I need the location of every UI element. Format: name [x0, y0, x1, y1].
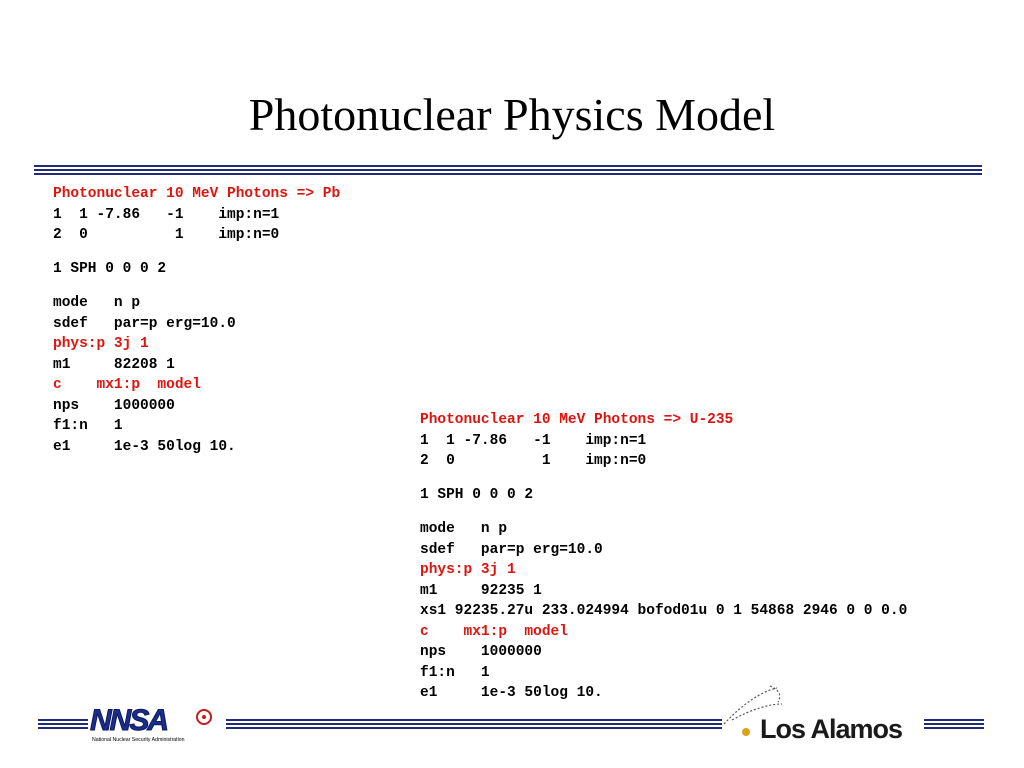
code-line: f1:n 1 — [53, 418, 123, 434]
los-alamos-dot-icon — [742, 728, 750, 736]
mcnp-input-u235 — [420, 410, 907, 704]
mcnp-input-pb — [53, 184, 340, 457]
code-line: xs1 92235.27u 233.024994 bofod01u 0 1 54868 2946 0 0 0.0 — [420, 603, 908, 619]
code-line: 1 SPH 0 0 0 2 — [53, 261, 167, 277]
bottom-mid-rule-1 — [226, 719, 722, 721]
code-line: 1 1 -7.86 -1 imp:n=1 — [53, 206, 280, 223]
bottom-mid-rule-3 — [226, 727, 722, 729]
bottom-right-rule-3 — [924, 727, 984, 729]
code-line: c mx1:p model — [420, 623, 568, 640]
slide-title: Photonuclear Physics Model — [248, 89, 776, 140]
top-rule-1 — [34, 165, 982, 167]
code-line: c mx1:p model — [53, 377, 201, 393]
code-line: f1:n 1 — [420, 664, 490, 681]
code-line: m1 82208 1 — [53, 356, 175, 373]
code-line: e1 1e-3 50log 10. — [420, 685, 603, 701]
nnsa-logo — [88, 704, 222, 744]
code-line: Photonuclear 10 MeV Photons => Pb — [53, 186, 341, 202]
blank-line — [420, 506, 907, 520]
blank-line — [53, 280, 340, 294]
bottom-left-rule-1 — [38, 719, 88, 721]
code-line: sdef par=p erg=10.0 — [53, 315, 236, 332]
bottom-right-rule-1 — [924, 719, 984, 721]
bottom-left-rule-2 — [38, 723, 88, 725]
code-line: nps 1000000 — [420, 644, 542, 660]
nnsa-logo-letters: NNSA — [90, 704, 168, 737]
code-line: mode n p — [420, 521, 508, 537]
bottom-mid-rule-2 — [226, 723, 722, 725]
code-line: 2 0 1 imp:n=0 — [53, 227, 280, 243]
code-line: phys:p 3j 1 — [53, 336, 149, 352]
nnsa-logo-graphic — [88, 704, 222, 744]
bottom-left-rule-3 — [38, 727, 88, 729]
code-line: mode n p — [53, 295, 141, 311]
blank-line — [420, 472, 907, 486]
code-line: Photonuclear 10 MeV Photons => U-235 — [420, 412, 734, 428]
blank-line — [53, 246, 340, 260]
top-rule-2 — [34, 169, 982, 171]
code-line: 1 SPH 0 0 0 2 — [420, 487, 534, 503]
code-line: sdef par=p erg=10.0 — [420, 541, 603, 558]
nnsa-subtext: National Nuclear Security Administration — [92, 737, 185, 743]
los-alamos-text: Los Alamos — [760, 714, 903, 744]
code-line: nps 1000000 — [53, 397, 175, 414]
code-line: 2 0 1 imp:n=0 — [420, 453, 647, 469]
code-line: m1 92235 1 — [420, 582, 542, 599]
top-rule-3 — [34, 173, 982, 175]
bottom-right-rule-2 — [924, 723, 984, 725]
code-line: phys:p 3j 1 — [420, 562, 516, 578]
code-line: e1 1e-3 50log 10. — [53, 438, 236, 455]
code-line: 1 1 -7.86 -1 imp:n=1 — [420, 432, 647, 449]
los-alamos-logo — [722, 684, 922, 746]
